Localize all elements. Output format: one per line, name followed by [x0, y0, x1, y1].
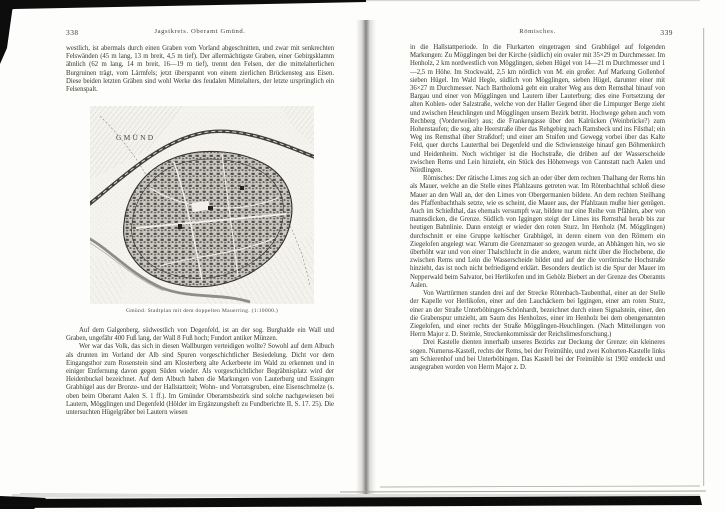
church-block: [240, 186, 244, 190]
body-paragraph: Römisches: Der rätische Limes zog sich an oder über dem rechten Thalhang der Rems hin als Mauer, welche an die Stelle eines Pfahlzauns getreten war. Im Rötenbachthal schloß diese Mauer an den Wall an, der den Limes von Obergermanien bildete. An dem rechten Steilhang des Pfaffenbachthals setzte, wie es scheint, die Mauer aus, der Pfahlzaun mußte hier genügen. Auch im Schießthal, das ehemals versumpft war, bildete nur eine Reihe von Pfählen, aber von mannsdicken, die Grenze. Südlich von Iggingen steigt der Limes ins Remsthal herab bis zur heutigen Bahnlinie. Dann ersteigt er wieder den roten Sturz. Im Henholz (M. Mögglingen) durchschnitt er eine Gruppe keltischer Grabhügel, in deren einem von den Römern ein Ziegelofen angelegt war. Warum die Grenzmauer so gezogen wurde, an Abhängen hin, wo sie überhöht war und von einer Thalschlucht in die andere, warum nicht über die Hochebene, die zwischen Rems und Lein die Wasserscheide bildet und auf der die vorrömische Hochstraße hinzieht, das ist noch nicht befriedigend erklärt. Besonders deutlich ist die Spur der Mauer im Nepperwald beim Salvator, bei Herlikofen und im Gehölz Biebert an der Grenze des Oberamts Aalen.: [410, 175, 665, 289]
map-caption: Gmünd. Stadtplan mit dem doppelten Mauerring. (1:10000.): [125, 308, 279, 314]
page-number-left: 338: [66, 28, 79, 37]
city-map-figure: [90, 106, 314, 304]
binding-gutter-shadow: [356, 20, 376, 498]
city-map: [90, 106, 314, 304]
map-town-label: GMÜND: [116, 133, 156, 142]
left-page: [10, 0, 364, 500]
right-page: [368, 0, 713, 500]
running-header-right: Römisches.: [519, 28, 556, 35]
running-header-left: Jagstkreis. Oberamt Gmünd.: [154, 28, 246, 35]
body-paragraph: westlich, ist abermals durch einen Graben vom Vorland abgeschnitten, und zwar mit senkrechten Felswänden (45 m lang, 13 m breit, 4,5 m tief). Der allermächtigste Graben, einer Gebirgsklamm ähnlich (62 m lang, 14 m breit, 16—19 m tief), trennt den Felsen, der die mittelalterlichen Burgruinen trägt, vom Lärmfels; jetzt überspannt von einem zierlichen Brückensteg aus Eisen. Diese beiden letzten Gräben sind wohl Werke des feudalen Mittelalters, der letzte ursprünglich ein Felsenspalt.: [66, 45, 334, 94]
body-paragraph: Drei Kastelle dienten innerhalb unseres Bezirks zur Deckung der Grenze: ein kleineres sogen. Numerus-Kastell, rechts der Rems, bei der Freimühle, und zwei Kohorten-Kastelle links am Schierenhof und bei Unterböbingen. Das Kastell bei der Freimühle ist 1902 entdeckt und ausgegraben worden von Herrn Major z. D.: [410, 339, 665, 371]
body-paragraph: Wer war das Volk, das sich in diesen Wallburgen verteidigen wollte? Sowohl auf dem Albuch als drunten im Vorland der Alb sind Spuren vorgeschichtlicher Besiedelung. Dicht vor dem Eingangsthor zum Rosenstein sind am Klosterberg alte Ackerbeete im Wald zu erkennen und in einiger Entfernung davon gegen Süden wieder. Als vorgeschichtlicher Begräbnisplatz wird der Heidenbuckel bezeichnet. Auf dem Albuch haben die Markungen von Lauterburg und Essingen Grabhügel aus der Bronze- und der Hallstattzeit; Wohn- und Vorratsgruben, eine Eisenschmelze (s. oben beim Oberamt Aalen S. 1 ff.). Im Gmünder Oberamtsbezirk sind solche nachgewiesen bei Lautern, Mögglingen und Degenfeld (Hölder im Ergänzungsheft zu Fundberichte II, S. 17. 25). Die untersuchten Hügelgräber bei Lautern wiesen: [66, 343, 334, 417]
body-paragraph: in die Hallstattperiode. In die Flurkarten eingetragen sind Grabhügel auf folgenden Markungen: Zu Mögglingen bei der Kirche (südlich) ein ovaler mit 35×29 m Durchmesser. Im Henholz, 2 km nordwestlich von Mögglingen, sieben Hügel von 14—21 m Durchmesser und 1—2,5 m Höhe. Im Stockwald, 2,5 km nördlich von M. ein großer. Auf Markung Gollenhof sieben Hügel. Im Wald Hegle, südlich von Mögglingen, sieben Hügel, darunter einer mit 36×27 m Durchmesser. Nach Bartholomä geht ein uralter Weg aus dem Remsthal hinauf von Bargau und einer von Mögglingen und Lautern über Lauterburg; dies eine Fortsetzung der alten Kohlen- oder Salzstraße, welche von der Haller Gegend über die Limpurger Berge zieht und zwischen Heuchlingen und Mögglingen unsern Bezirk betritt. Hochwege gehen auch vom Rechberg (Vorderweiler) aus; die Frankengasse über den Kalrücken (Weinbrücke?) zum Hohenstaufen; die sog. alte Heerstraße über das Rehgebirg nach Ramsbeck und ins Filsthal; ein Weg ins Remsthal über Straßdorf; und einer am Stuifen und Gewegg vorbei über das Kalte Feld, quer durchs Lauterthal bei Degenfeld und die Schwiensteige hinauf gen Böhmenkirch und Heidenheim. Noch wichtiger ist die Hochstraße, die drüben auf der Wasserscheide zwischen Rems und Lein hinzieht, ein Stück des Höhenwegs von Cannstatt nach Aalen und Nördlingen.: [410, 44, 665, 175]
page-number-right: 339: [660, 28, 673, 37]
body-paragraph: Auf dem Galgenberg, südwestlich von Degenfeld, ist an der sog. Burghalde ein Wall und Graben, ungefähr 400 Fuß lang, der Wall 8 Fuß hoch; Fundort antiker Münzen.: [66, 327, 334, 343]
body-paragraph: Von Warttürmen standen drei auf der Strecke Rötenbach-Taubenthal, einer an der Stelle der Kapelle vor Herlikofen, einer auf den Lauchäckern bei Iggingen, einer am roten Sturz, einer an der Straße Unterböbingen-Schönhardt, bezeichnet durch einen Signalstein, einer, den die Grabenspur umzieht, am Saum des Henholzes, einer im Henholz bei dem obengenannten Ziegelofen, und einer rechts der Straße Mögglingen-Heuchlingen. (Nach Mitteilungen von Herrn Major z. D. Steimle, Streckenkommissär der Reichslimesforschung.): [410, 290, 665, 339]
church-block: [178, 224, 182, 229]
church-block: [208, 206, 213, 210]
